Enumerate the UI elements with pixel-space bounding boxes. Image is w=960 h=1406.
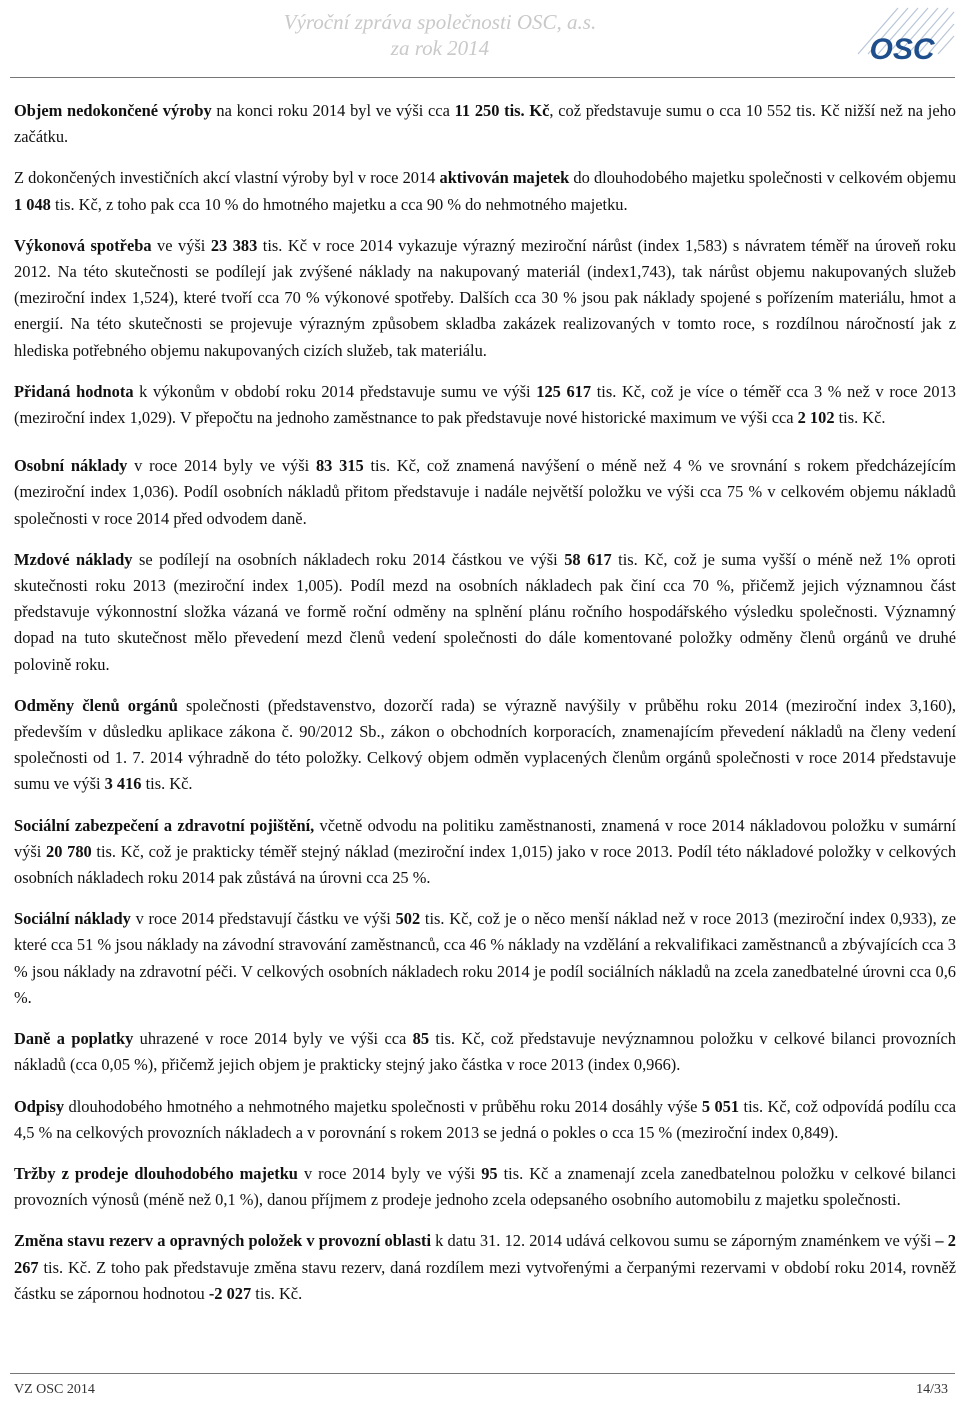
paragraph xyxy=(14,1094,956,1146)
bold-term: Změna stavu rezerv a opravných položek v provozní oblasti xyxy=(14,1231,431,1251)
bold-term: -2 027 xyxy=(208,1283,252,1303)
bold-term: Odměny členů orgánů xyxy=(14,695,178,715)
bold-term: 83 315 xyxy=(315,456,364,476)
bold-term: Mzdové náklady xyxy=(14,549,133,569)
paragraph xyxy=(14,233,956,364)
text-run: společnosti (představenstvo, dozorčí rada) se výrazně navýšily v průběhu roku 2014 (meziroční index 3,160), především v důsledku aplikace zákona č. 90/2012 Sb., zákon o obchodních korporacích, znamenajícím převedení nákladů na členy vedení společnosti od 1. 7. 2014 výhradně do této položky. Celkový objem odměn vyplacených členům orgánů společnosti v roce 2014 představuje sumu ve výši xyxy=(14,695,957,794)
text-run: v roce 2014 byly ve výši xyxy=(127,456,316,476)
text-run: uhrazené v roce 2014 byly ve výši cca xyxy=(133,1029,413,1049)
text-run: tis. Kč, což je o něco menší náklad než v roce 2013 (meziroční index 0,933), ze které cca 51 % jsou náklady na závodní stravování zaměstnanců, cca 46 % náklady na vzdělání a rekvalifikaci zaměstnanců a zbývajících cca 3 % jsou náklady na zdravotní péči. V celkových osobních nákladech roku 2014 je podíl sociálních nákladů na zcela zanedbatelné úrovni cca 0,6 %. xyxy=(14,909,956,1007)
text-run: tis. Kč, což je prakticky téměř stejný náklad (meziroční index 1,015) jako v roce 2013. Podíl této nákladové položky v celkových osobních nákladech roku 2014 pak zůstává na úrovni cca 25 %. xyxy=(14,841,957,888)
bold-term: 2 102 xyxy=(797,408,835,428)
bold-term: Sociální náklady xyxy=(14,909,131,929)
text-run: se podílejí na osobních nákladech roku 2014 částkou ve výši xyxy=(132,549,565,569)
bold-term: Výkonová spotřeba xyxy=(14,235,152,255)
text-run: tis. Kč, z toho pak cca 10 % do hmotného majetku a cca 90 % do nehmotného majetku. xyxy=(50,194,628,214)
paragraph xyxy=(14,693,956,798)
paragraph xyxy=(14,1228,956,1307)
text-run: do dlouhodobého majetku společnosti v celkovém objemu xyxy=(569,168,957,188)
paragraph xyxy=(14,813,956,892)
text-run: k datu 31. 12. 2014 udává celkovou sumu se záporným znaménkem ve výši xyxy=(431,1231,936,1251)
text-run: v roce 2014 byly ve výši xyxy=(297,1163,482,1183)
text-run: dlouhodobého hmotného a nehmotného majetku společnosti v průběhu roku 2014 dosáhly výše xyxy=(64,1096,702,1116)
paragraph xyxy=(14,98,956,150)
bold-term: 58 617 xyxy=(564,549,612,569)
text-run: tis. Kč, což je více o téměř cca 3 % než v roce 2013 (meziroční index 1,029). V přepočtu na jednoho zaměstnance to pak představuje nové historické maximum ve výši cca xyxy=(14,381,957,428)
footer-document-code: VZ OSC 2014 xyxy=(14,1382,95,1397)
bold-term: 23 383 xyxy=(210,235,258,255)
text-run: tis. Kč. xyxy=(251,1283,303,1303)
logo-text: OSC xyxy=(869,33,935,66)
bold-term: Tržby z prodeje dlouhodobého majetku xyxy=(14,1163,298,1183)
bold-term: Přidaná hodnota xyxy=(14,381,134,401)
page-number: 14/33 xyxy=(916,1382,948,1397)
header-title: Výroční zpráva společnosti OSC, a.s. xyxy=(283,10,597,34)
bold-term: – 2 267 xyxy=(14,1231,956,1277)
text-run: tis. Kč, což představuje nevýznamnou položku v celkové bilanci provozních nákladů (cca 0,05 %), přičemž jejich objem je prakticky stejný jako částka v roce 2013 (index 0,966). xyxy=(14,1029,957,1075)
paragraph xyxy=(14,379,956,431)
bold-term: Sociální zabezpečení a zdravotní pojištění, xyxy=(14,815,315,835)
text-run: ve výši xyxy=(151,235,211,255)
bold-term: Daně a poplatky xyxy=(14,1029,134,1049)
text-run: na konci roku 2014 byl ve výši cca xyxy=(211,101,455,120)
bold-term: 95 xyxy=(481,1163,498,1183)
footer-divider xyxy=(10,1373,955,1374)
bold-term: 85 xyxy=(412,1029,430,1049)
text-run: tis. Kč. Z toho pak představuje změna stavu rezerv, daná rozdílem mezi vytvořenými a čerpanými rezervami v období roku 2014, rovněž částku se zápornou hodnotou xyxy=(14,1257,956,1303)
paragraph xyxy=(14,906,956,1011)
bold-term: aktivován majetek xyxy=(439,168,570,188)
bold-term: 502 xyxy=(395,909,421,929)
text-run: k výkonům v období roku 2014 představuje sumu ve výši xyxy=(133,381,537,401)
text-run: v roce 2014 představují částku ve výši xyxy=(130,909,396,929)
paragraph xyxy=(14,453,956,532)
text-run: tis. Kč, což je suma vyšší o méně než 1% oproti skutečnosti roku 2013 (meziroční index 1,005). Podíl mezd na osobních nákladech pak činí cca 70 %, přičemž jejich významnou část představuje výkonnostní složka vázaná ve formě roční odměny na splnění plánu ročního hospodářského výsledku společnosti. Významný dopad na tuto skutečnost mělo převedení mezd členů vedení společnosti do dále komentované položky odměny členů orgánů ve druhé polovině roku. xyxy=(14,549,956,674)
bold-term: 1 048 xyxy=(14,194,51,214)
text-run: Z dokončených investičních akcí vlastní výroby byl v roce 2014 xyxy=(14,168,440,188)
paragraph xyxy=(14,1026,956,1078)
bold-term: 125 617 xyxy=(536,381,592,401)
bold-term: 3 416 xyxy=(104,774,142,794)
paragraph xyxy=(14,1161,956,1213)
text-run: tis. Kč. xyxy=(141,774,193,794)
text-run: tis. Kč. xyxy=(834,408,886,428)
bold-term: 5 051 xyxy=(701,1096,740,1116)
bold-term: Osobní náklady xyxy=(14,456,128,476)
text-run: tis. Kč v roce 2014 vykazuje výrazný meziroční nárůst (index 1,583) s návratem téměř na úroveň roku 2012. Na této skutečnosti se podílejí jak zvýšené náklady na nakupovaný materiál (index1,743), tak nárůst objemu nakupovaných služeb (meziroční index 1,524), které tvoří cca 70 % výkonové spotřeby. Dalších cca 30 % jsou pak náklady spojené s pořízením materiálu, hmot a energií. Na této skutečnosti se projevuje výrazným způsobem skladba zakázek realizovaných v tomto roce, s rozdílnou náročností jak z hlediska potřebného objemu nakupovaných cizích služeb, tak materiálu. xyxy=(14,235,957,360)
header-subtitle: za rok 2014 xyxy=(390,36,490,60)
text-run: , což představuje sumu o cca 10 552 tis. Kč nižší než na jeho začátku. xyxy=(14,101,956,147)
paragraph xyxy=(14,165,956,217)
text-run: tis. Kč a znamenají zcela zanedbatelnou položku v celkové bilanci provozních výnosů (méně než 0,1 %), danou příjmem z prodeje jednoho zcela odepsaného osobního automobilu z majetku společnosti. xyxy=(14,1163,957,1210)
bold-term: Objem nedokončené výroby xyxy=(14,101,212,120)
osc-logo xyxy=(848,4,956,72)
document-body xyxy=(14,98,956,1322)
text-run: tis. Kč, což odpovídá podílu cca 4,5 % na celkových provozních nákladech a v porovnání s rokem 2013 se jedná o pokles o cca 15 % (meziroční index 0,849). xyxy=(14,1096,956,1142)
bold-term: 11 250 tis. Kč xyxy=(454,101,550,120)
text-run: včetně odvodu na politiku zaměstnanosti, znamená v roce 2014 nákladovou položku v sumární výši xyxy=(14,815,956,861)
bold-term: 20 780 xyxy=(46,841,92,861)
paragraph xyxy=(14,547,956,678)
page-header xyxy=(0,0,960,80)
header-divider xyxy=(10,77,955,78)
text-run: tis. Kč, což znamená navýšení o méně než 4 % ve srovnání s rokem předcházejícím (meziroční index 1,036). Podíl osobních nákladů přitom představuje i nadále největší položku ve výši cca 75 % v celkovém objemu nákladů společnosti v roce 2014 před odvodem daně. xyxy=(14,456,956,528)
bold-term: Odpisy xyxy=(14,1096,65,1116)
